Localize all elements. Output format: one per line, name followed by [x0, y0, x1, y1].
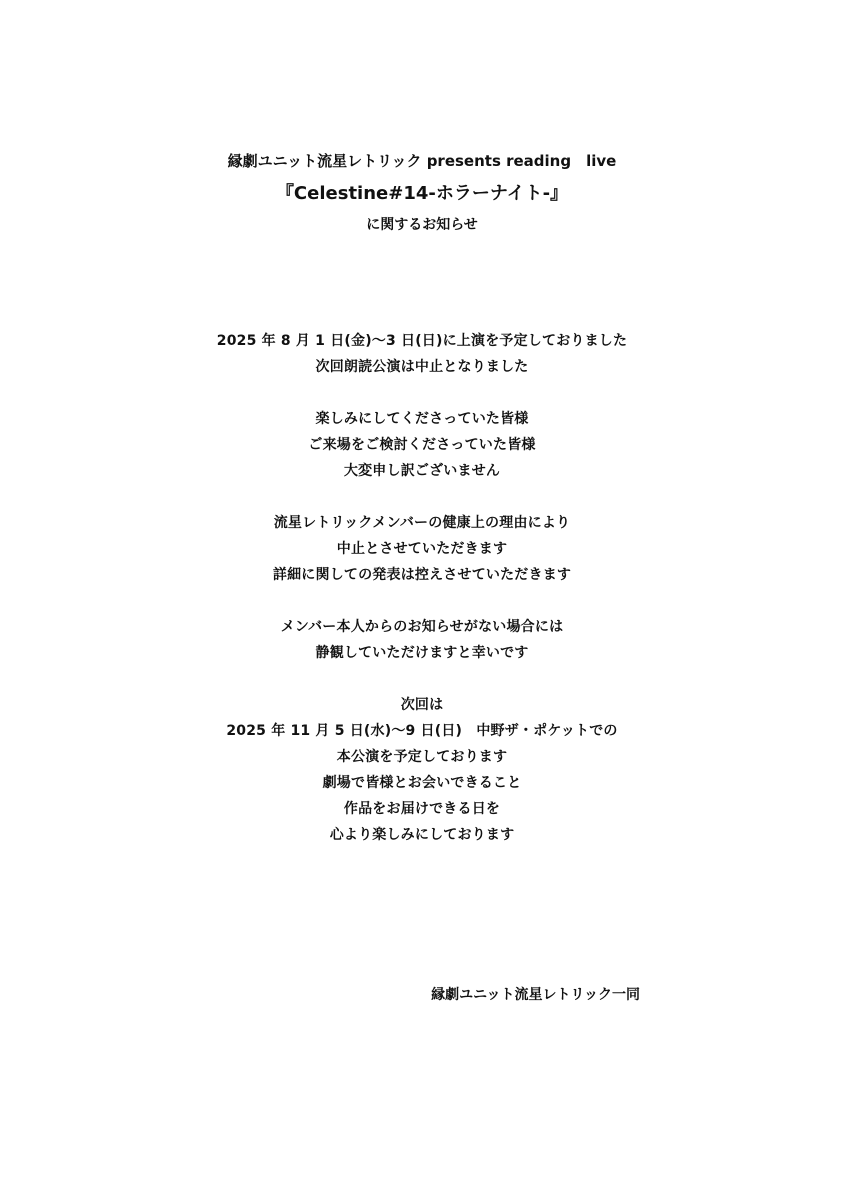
paragraph-request	[0, 614, 844, 666]
paragraph-apology	[0, 406, 844, 484]
body-line: 2025 年 11 月 5 日(水)～9 日(日) 中野ザ・ポケットでの	[226, 723, 618, 739]
body-line: 静観していただけますと幸いです	[315, 645, 529, 661]
body-line: 中止とさせていただきます	[336, 541, 508, 557]
body-line: 劇場で皆様とお会いできること	[322, 775, 522, 791]
body-line: 流星レトリックメンバーの健康上の理由により	[273, 515, 571, 531]
body-line: 2025 年 8 月 1 日(金)～3 日(日)に上演を予定しておりました	[216, 333, 628, 349]
body-line: ご来場をご検討くださっていた皆様	[308, 437, 536, 453]
presents-line: 縁劇ユニット流星レトリック presents reading live	[227, 152, 617, 170]
notice-body	[0, 328, 844, 874]
body-line: 心より楽しみにしております	[329, 827, 515, 843]
body-line: 次回は	[400, 697, 444, 713]
notice-header	[0, 148, 844, 238]
body-line: 本公演を予定しております	[336, 749, 508, 765]
paragraph-reason	[0, 510, 844, 588]
body-line: メンバー本人からのお知らせがない場合には	[280, 619, 564, 635]
paragraph-next-show	[0, 692, 844, 848]
event-title: 『Celestine#14-ホラーナイト-』	[275, 183, 569, 204]
body-line: 大変申し訳ございません	[343, 463, 501, 479]
body-line: 楽しみにしてくださっていた皆様	[315, 411, 529, 427]
body-line: 詳細に関しての発表は控えさせていただきます	[272, 567, 572, 583]
signature: 縁劇ユニット流星レトリック一同	[431, 987, 640, 1003]
paragraph-cancellation	[0, 328, 844, 380]
body-line: 次回朗読公演は中止となりました	[315, 359, 529, 375]
notice-subtitle: に関するお知らせ	[366, 217, 478, 233]
body-line: 作品をお届けできる日を	[343, 801, 501, 817]
